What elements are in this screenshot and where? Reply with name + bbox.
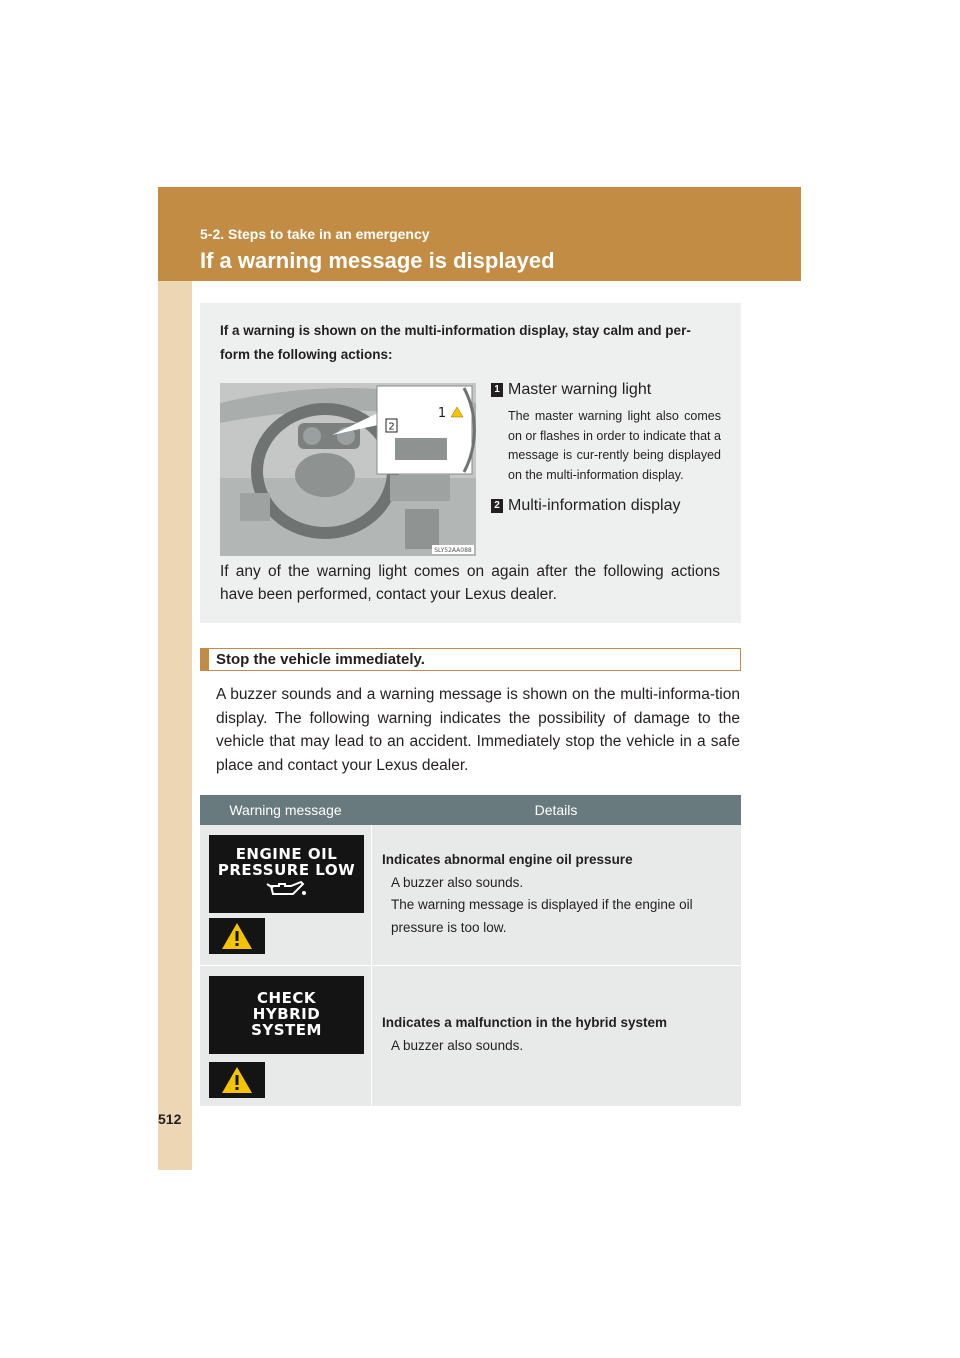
detail-line: The warning message is displayed if the engine oil pressure is too low. <box>391 897 693 935</box>
figure-code: SLY52AA088 <box>434 547 472 554</box>
row-divider <box>200 965 741 966</box>
step-heading-text: Stop the vehicle immediately. <box>216 651 425 668</box>
master-warning-indicator <box>209 918 265 954</box>
outro-text: If any of the warning light comes on again after the following actions have been performed, contact your Lexus dealer. <box>220 563 720 603</box>
check-hybrid-display <box>209 976 364 1054</box>
dashboard-illustration <box>220 383 476 556</box>
callout-number: 2 <box>491 499 503 513</box>
table-header-row <box>200 795 741 825</box>
callout-list <box>491 379 721 525</box>
table-header-warning-message: Warning message <box>229 802 342 818</box>
svg-text:1: 1 <box>437 406 447 421</box>
dashboard-drawing <box>220 383 476 556</box>
detail-line: A buzzer also sounds. <box>391 1037 524 1053</box>
page-number: 512 <box>158 1111 182 1127</box>
step-body: A buzzer sounds and a warning message is shown on the multi-informa-tion display. The following warning indicates the possibility of damage to the vehicle that may lead to an accident. Immediately stop the vehicle in a safe place and contact your Lexus dealer. <box>216 686 740 774</box>
detail-title: Indicates abnormal engine oil pressure <box>382 852 633 867</box>
master-warning-icon <box>221 1066 253 1094</box>
step-heading <box>200 648 741 671</box>
display-line: HYBRID <box>252 1005 321 1023</box>
oil-can-icon <box>265 880 309 900</box>
section-label: 5-2. Steps to take in an emergency <box>200 226 430 242</box>
master-warning-icon <box>221 922 253 950</box>
callout-description: The master warning light also comes on or flashes in order to indicate that a message is cur-rently being displayed on the multi-information display. <box>508 409 721 482</box>
warning-table <box>200 795 741 1106</box>
detail-line: A buzzer also sounds. <box>391 874 524 890</box>
page-title: If a warning message is displayed <box>200 248 555 273</box>
detail-title: Indicates a malfunction in the hybrid system <box>382 1015 668 1030</box>
hybrid-system-details <box>382 1012 727 1057</box>
intro-text: If a warning is shown on the multi-information display, stay calm and per-form the following actions: <box>220 323 691 362</box>
display-line: PRESSURE LOW <box>217 861 356 879</box>
callout-multi-info-display <box>491 495 721 517</box>
engine-oil-details <box>382 849 727 939</box>
callout-title: Master warning light <box>508 381 652 398</box>
display-line: ENGINE OIL <box>235 845 338 863</box>
display-line: CHECK <box>257 989 316 1007</box>
step-heading-bar <box>201 649 209 670</box>
master-warning-indicator <box>209 1062 265 1098</box>
callout-master-warning <box>491 379 721 485</box>
callout-title: Multi-information display <box>508 497 681 514</box>
engine-oil-display <box>209 835 364 913</box>
side-margin-band <box>158 187 192 1170</box>
display-line: SYSTEM <box>251 1021 322 1039</box>
table-header-details: Details <box>534 802 578 818</box>
callout-number: 1 <box>491 383 503 397</box>
intro-box <box>200 303 741 623</box>
svg-text:2: 2 <box>388 421 395 433</box>
